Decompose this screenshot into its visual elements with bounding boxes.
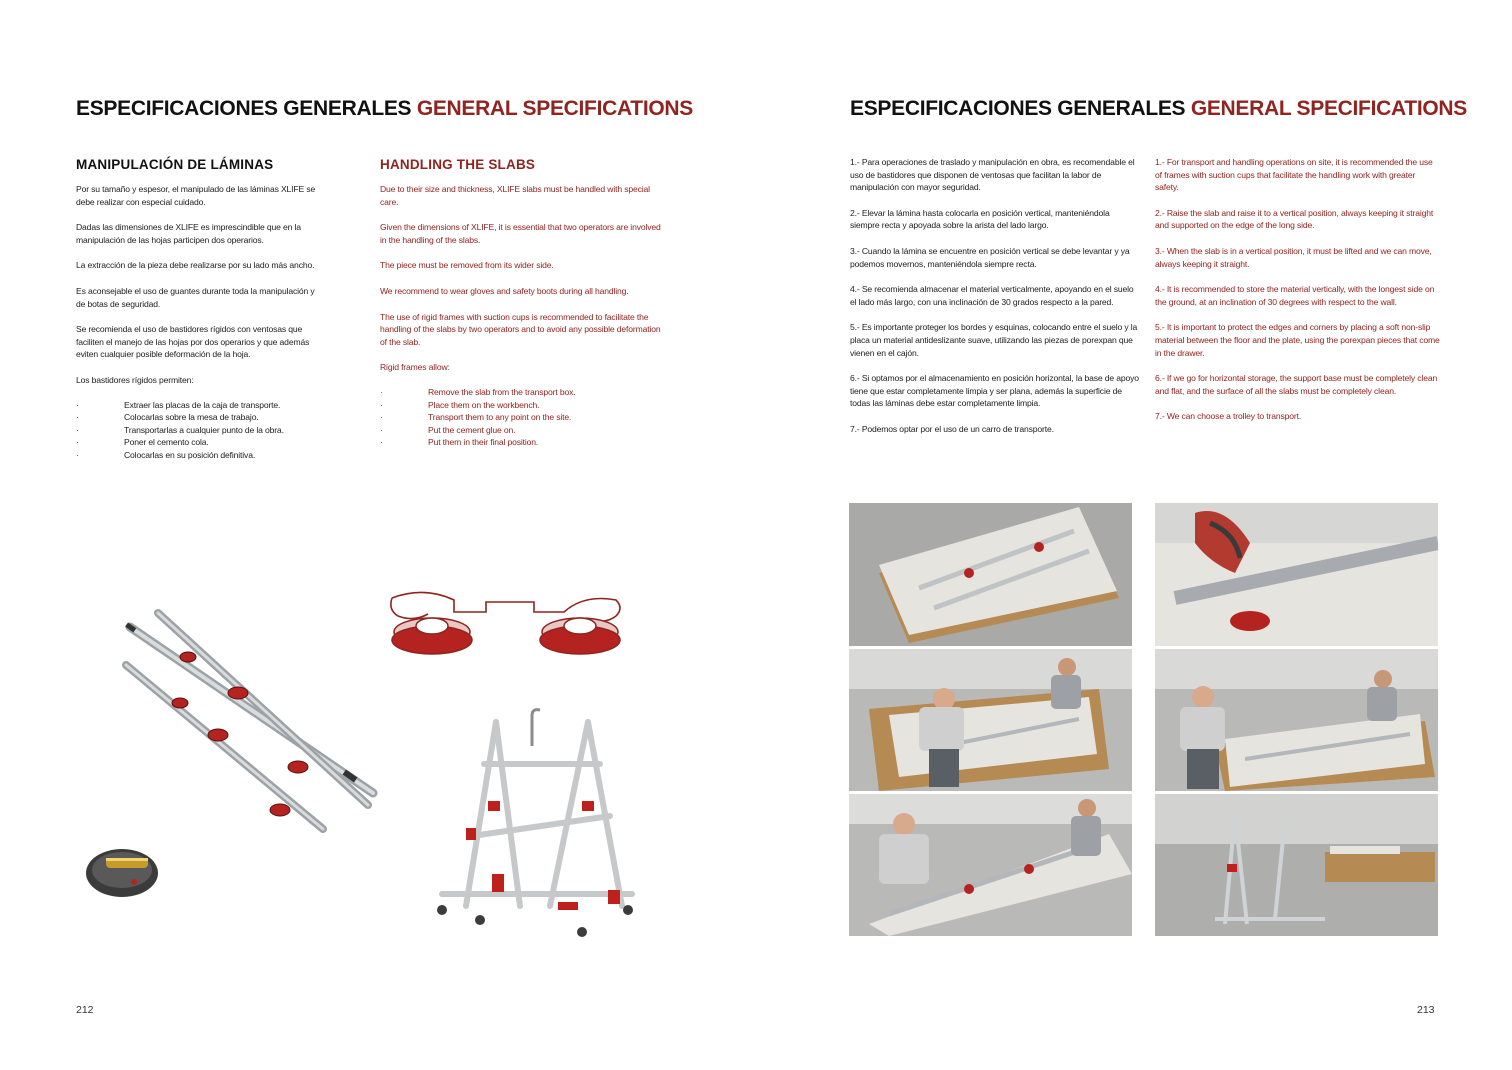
left-title-es: ESPECIFICACIONES GENERALES [76,97,412,120]
step-item: 1.- For transport and handling operations on site, it is recommended the use of frames with suction cups that facilitate the handling work with greater safety. [1155,157,1433,193]
step-item: 2.- Raise the slab and raise it to a vertical position, always keeping it straight and supported on the edge of the long side. [1155,207,1434,231]
step-item: 7.- Podemos optar por el uso de un carro de transporte. [850,423,1054,434]
list-item: · Transport them to any point on the site. [380,411,665,424]
suction-cup-image [84,840,164,900]
photo-frame-on-crate [849,503,1132,646]
page-number-right: 213 [1417,1004,1435,1016]
step-item: 4.- It is recommended to store the material vertically, with the longest side on the ground, at an inclination of 30 degrees with respect to the wall. [1155,284,1435,307]
left-title-en: GENERAL SPECIFICATIONS [416,97,693,120]
photo-gloved-hand-on-frame [1155,503,1438,646]
double-suction-cup-illustration [384,588,629,668]
paragraph: Los bastidores rígidos permiten: [76,374,194,385]
step-item: 4.- Se recomienda almacenar el material verticalmente, apoyando en el suelo el lado más largo, con una inclinación de 30 grados respecto a la pared. [850,284,1134,307]
paragraph: Due to their size and thickness, XLIFE slabs must be handled with special care. [380,184,650,207]
transport-trolley-image [432,706,637,942]
steps-en [1155,156,1440,436]
right-title-en: GENERAL SPECIFICATIONS [1190,97,1467,120]
rigid-frame-product-image [118,605,380,835]
list-item: · Extraer las placas de la caja de transporte. [76,399,324,412]
step-item: 5.- It is important to protect the edges and corners by placing a soft non-slip material between the floor and the plate, using the porexpan pieces that come in the drawer. [1155,322,1440,358]
step-item: 1.- Para operaciones de traslado y manipulación en obra, es recomendable el uso de bastidores que disponen de ventosas que facilitan la labor de manipulación con mayor seguridad. [850,157,1135,193]
list-item: · Place them on the workbench. [380,399,665,412]
left-page-title [76,97,693,121]
paragraph: Es aconsejable el uso de guantes durante toda la manipulación y de botas de seguridad. [76,285,315,309]
paragraph: Se recomienda el uso de bastidores rígidos con ventosas que faciliten el manejo de las hojas por dos operarios y que además eviten cualquier posible deformación de la hoja. [76,324,310,360]
step-item: 2.- Elevar la lámina hasta colocarla en posición vertical, manteniéndola siempre recta y apoyada sobre la arista del lado largo. [850,207,1110,231]
right-page-title [850,97,1467,121]
list-item: · Poner el cemento cola. [76,436,324,449]
list-item: · Put them in their final position. [380,436,665,449]
photo-trolley-in-warehouse [1155,794,1438,936]
page-number-left: 212 [76,1004,94,1016]
paragraph: The use of rigid frames with suction cups is recommended to facilitate the handling of the slabs by two operators and to avoid any possible deformation of the slab. [380,311,661,347]
list-item: · Put the cement glue on. [380,424,665,437]
steps-es [850,156,1140,449]
photo-workers-raising-slab [1155,649,1438,791]
subtitle-es: MANIPULACIÓN DE LÁMINAS [76,157,274,172]
list-item: · Colocarlas en su posición definitiva. [76,449,324,462]
step-item: 6.- If we go for horizontal storage, the support base must be completely clean and flat, and the surface of all the slabs must be completely clean. [1155,373,1438,396]
paragraph: Por su tamaño y espesor, el manipulado de las láminas XLIFE se debe realizar con especial cuidado. [76,184,316,207]
paragraph: Rigid frames allow: [380,362,450,373]
frames-list-es [76,399,324,462]
step-item: 6.- Si optamos por el almacenamiento en posición horizontal, la base de apoyo tiene que estar completamente limpia y ser plana, además la superficie de todas las láminas debe estar completamente limpia. [850,373,1139,409]
photo-two-workers-lifting [849,649,1132,791]
paragraph: La extracción de la pieza debe realizarse por su lado más ancho. [76,260,315,271]
step-item: 3.- Cuando la lámina se encuentre en posición vertical se debe levantar y ya podemos movernos, manteniéndola siempre recta. [850,245,1130,269]
handling-text-en [380,183,665,449]
paragraph: We recommend to wear gloves and safety boots during all handling. [380,285,629,296]
right-title-es: ESPECIFICACIONES GENERALES [850,97,1186,120]
paragraph: Given the dimensions of XLIFE, it is essential that two operators are involved in the handling of the slabs. [380,222,661,245]
step-item: 3.- When the slab is in a vertical position, it must be lifted and we can move, always keeping it straight. [1155,245,1432,269]
photo-vertical-slab-handling [849,794,1132,936]
list-item: · Colocarlas sobre la mesa de trabajo. [76,411,324,424]
handling-text-es [76,183,324,462]
subtitle-en: HANDLING THE SLABS [380,157,536,172]
step-item: 5.- Es importante proteger los bordes y esquinas, colocando entre el suelo y la placa un material antideslizante suave, utilizando las piezas de porexpan que vienen en el cajón. [850,322,1138,358]
list-item: · Transportarlas a cualquier punto de la obra. [76,424,324,437]
paragraph: The piece must be removed from its wider side. [380,260,554,271]
frames-list-en [380,386,665,449]
paragraph: Dadas las dimensiones de XLIFE es imprescindible que en la manipulación de las hojas participen dos operarios. [76,222,301,245]
list-item: · Remove the slab from the transport box. [380,386,665,399]
step-item: 7.- We can choose a trolley to transport. [1155,411,1302,422]
